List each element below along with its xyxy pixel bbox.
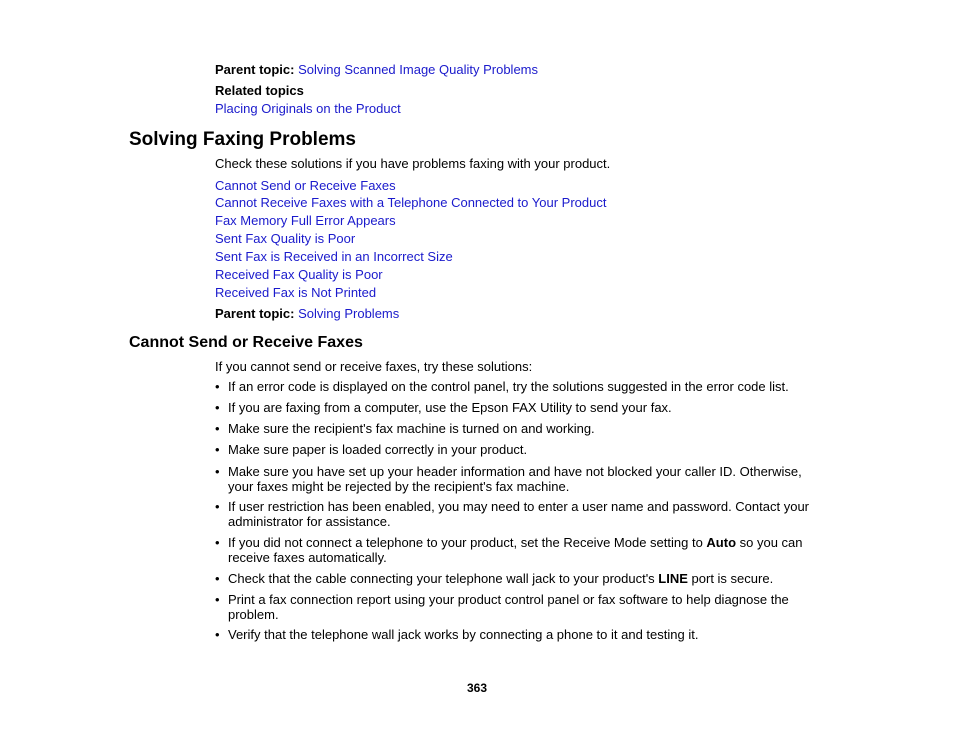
bullet-icon: •: [215, 592, 220, 607]
list-item-text: Make sure paper is loaded correctly in your product.: [228, 442, 528, 457]
topic-link-telephone-connected[interactable]: Cannot Receive Faxes with a Telephone Connected to Your Product: [215, 195, 607, 210]
list-item-text: If you are faxing from a computer, use the Epson FAX Utility to send your fax.: [228, 400, 672, 415]
related-topics-heading: Related topics: [215, 83, 304, 98]
parent-topic-label: Parent topic:: [215, 306, 295, 321]
list-item-text-start: If you did not connect a telephone to your product, set the Receive Mode setting to: [228, 535, 707, 550]
parent-topic-label: Parent topic:: [215, 62, 295, 77]
parent-topic-line: [215, 62, 538, 77]
section2-intro: If you cannot send or receive faxes, try these solutions:: [215, 359, 533, 374]
receive-mode-value: Auto: [706, 535, 737, 550]
bullet-icon: •: [215, 535, 220, 550]
line-port-label: LINE: [658, 571, 688, 586]
list-item-text: If an error code is displayed on the control panel, try the solutions suggested in the error code list.: [228, 379, 789, 394]
list-item-text: If user restriction has been enabled, you may need to enter a user name and password. Contact your administrator for assistance.: [228, 499, 810, 529]
topic-link-not-printed[interactable]: Received Fax is Not Printed: [215, 285, 377, 300]
section-title-faxing-problems: Solving Faxing Problems: [129, 129, 356, 150]
list-item-text: Make sure you have set up your header information and have not blocked your caller ID. Otherwise, your faxes might be rejected by the recipient's fax machine.: [228, 464, 802, 494]
list-item-text: Print a fax connection report using your product control panel or fax software to help diagnose the problem.: [228, 592, 789, 622]
page-number: 363: [466, 681, 488, 695]
section1-parent-topic-line: [215, 306, 399, 321]
bullet-icon: •: [215, 499, 220, 514]
bullet-icon: •: [215, 442, 220, 457]
list-item-text: [228, 572, 828, 587]
list-item-text-end: so you can receive faxes automatically.: [228, 535, 803, 565]
section-intro: Check these solutions if you have problems faxing with your product.: [215, 156, 611, 171]
section-title-cannot-send-receive: Cannot Send or Receive Faxes: [129, 334, 363, 351]
topic-link-cannot-send-receive[interactable]: Cannot Send or Receive Faxes: [215, 178, 396, 193]
parent-topic-link[interactable]: Solving Scanned Image Quality Problems: [298, 62, 538, 77]
bullet-icon: •: [215, 379, 220, 394]
bullet-icon: •: [215, 400, 220, 415]
bullet-icon: •: [215, 571, 220, 586]
topic-link-received-quality[interactable]: Received Fax Quality is Poor: [215, 267, 383, 282]
parent-topic-link[interactable]: Solving Problems: [298, 306, 400, 321]
list-item-text-end: port is secure.: [687, 571, 774, 586]
related-topic-link[interactable]: Placing Originals on the Product: [215, 101, 401, 116]
list-item-text: Make sure the recipient's fax machine is turned on and working.: [228, 421, 595, 436]
bullet-icon: •: [215, 464, 220, 479]
list-item-text-start: Check that the cable connecting your telephone wall jack to your product's: [228, 571, 659, 586]
bullet-icon: •: [215, 421, 220, 436]
bullet-icon: •: [215, 627, 220, 642]
topic-link-incorrect-size[interactable]: Sent Fax is Received in an Incorrect Size: [215, 249, 453, 264]
topic-link-memory-full[interactable]: Fax Memory Full Error Appears: [215, 213, 396, 228]
topic-link-sent-quality[interactable]: Sent Fax Quality is Poor: [215, 231, 356, 246]
list-item-text: Verify that the telephone wall jack works by connecting a phone to it and testing it.: [228, 627, 699, 642]
list-item-text: [228, 536, 828, 565]
